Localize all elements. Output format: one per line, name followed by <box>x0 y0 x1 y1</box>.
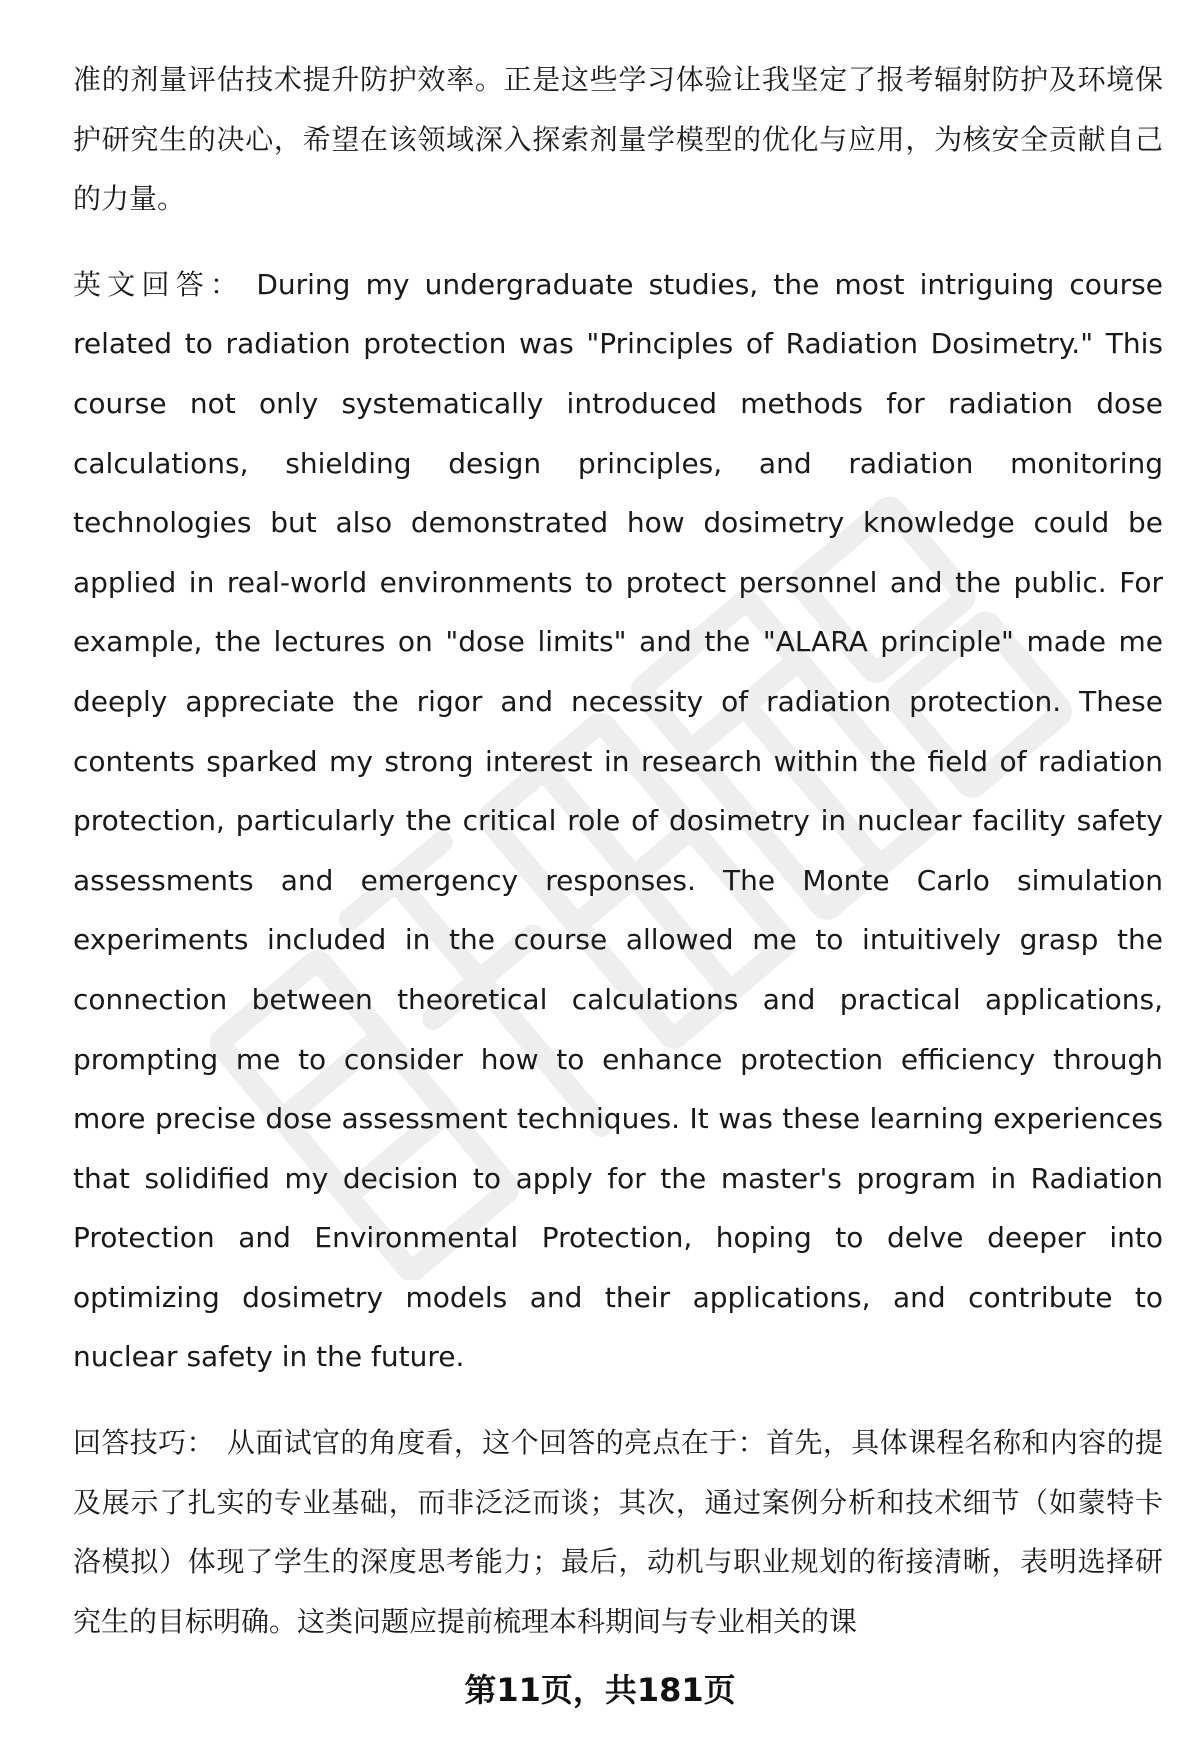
english-answer-text: During my undergraduate studies, the most intriguing course related to radiation protection was "Principles of Radiation Dosimetry." This course not only systematically introduced methods for radiation dose calculations, shielding design principles, and radiation monitoring technologies but also demonstrated how dosimetry knowledge could be applied in real-world environments to protect personnel and the public. For example, the lectures on "dose limits" and the "ALARA principle" made me deeply appreciate the rigor and necessity of radiation protection. These contents sparked my strong interest in research within the field of radiation protection, particularly the critical role of dosimetry in nuclear facility safety assessments and emergency responses. The Monte Carlo simulation experiments included in the course allowed me to intuitively grasp the connection between theoretical calculations and practical applications, prompting me to consider how to enhance protection efficiency through more precise dose assessment techniques. It was these learning experiences that solidified my decision to apply for the master's program in Radiation Protection and Environmental Protection, hoping to delve deeper into optimizing dosimetry models and their applications, and contribute to nuclear safety in the future. <box>73 267 1163 1374</box>
continuation-paragraph <box>73 50 1163 229</box>
english-answer-paragraph <box>73 255 1163 1387</box>
tips-paragraph <box>73 1413 1163 1651</box>
document-body <box>73 50 1163 1677</box>
page-indicator: 第11页，共181页 <box>464 1671 736 1709</box>
english-answer-label: 英文回答： <box>73 267 245 301</box>
tips-text: 从面试官的角度看，这个回答的亮点在于：首先，具体课程名称和内容的提及展示了扎实的专业基础，而非泛泛而谈；其次，通过案例分析和技术细节（如蒙特卡洛模拟）体现了学生的深度思考能力；最后，动机与职业规划的衔接清晰，表明选择研究生的目标明确。这类问题应提前梳理本科期间与专业相关的课 <box>73 1426 1163 1638</box>
continuation-text: 准的剂量评估技术提升防护效率。正是这些学习体验让我坚定了报考辐射防护及环境保护研究生的决心，希望在该领域深入探索剂量学模型的优化与应用，为核安全贡献自己的力量。 <box>73 63 1163 216</box>
tips-label: 回答技巧： <box>73 1426 215 1460</box>
